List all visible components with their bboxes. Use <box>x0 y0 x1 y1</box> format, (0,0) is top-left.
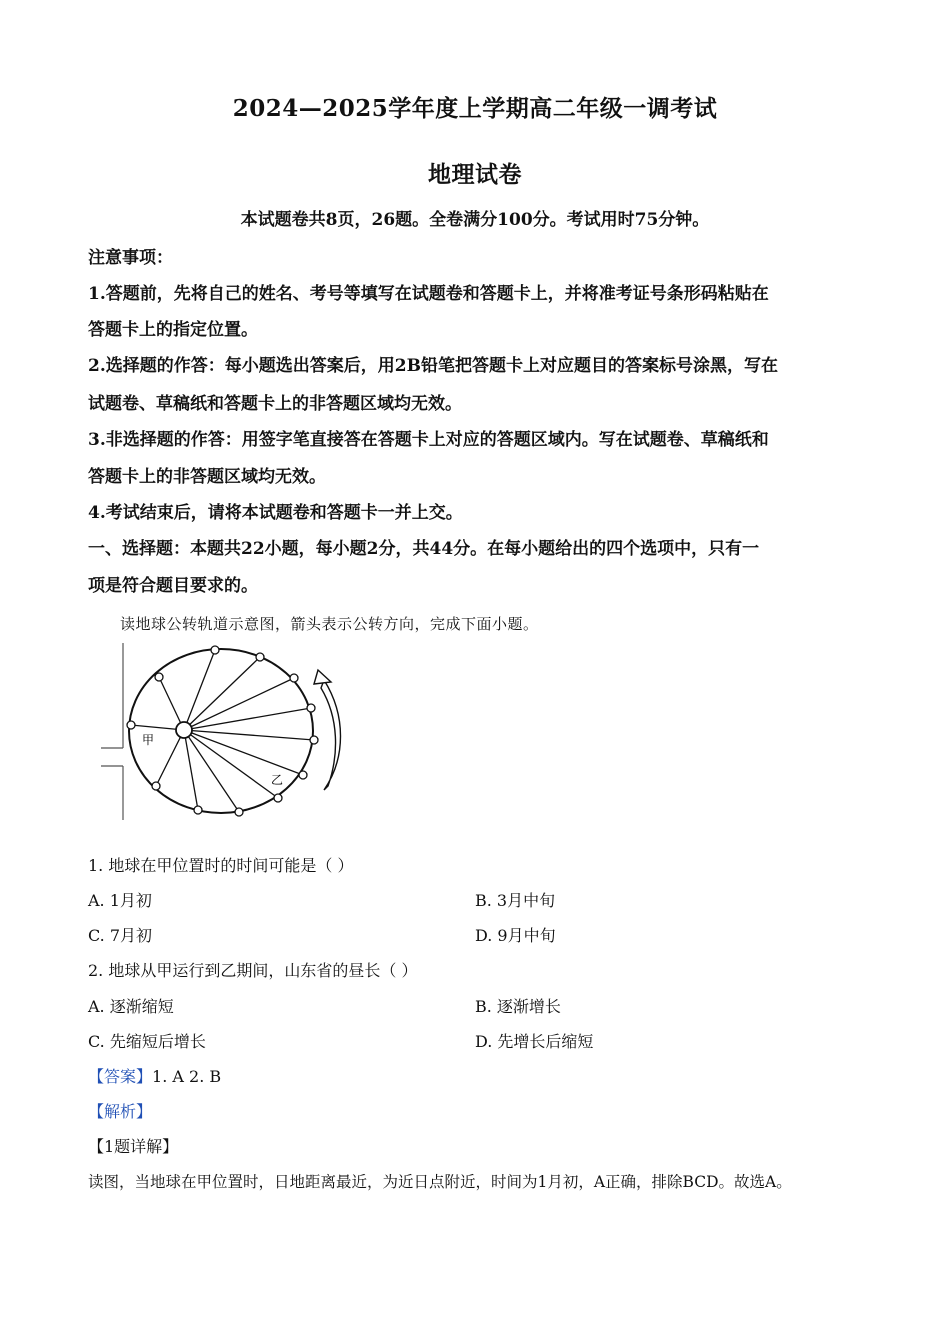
analysis-tag: 【解析】 <box>88 1102 153 1121</box>
earth-position <box>235 808 243 816</box>
answer-line <box>88 1066 221 1088</box>
notice-line: 答题卡上的非答题区域均无效。 <box>88 467 326 487</box>
revolution-arrow-icon <box>321 680 341 790</box>
exam-title: 2024—2025学年度上学期高二年级一调考试 <box>232 95 718 122</box>
earth-position <box>155 673 163 681</box>
option-a: A. 1月初 <box>88 891 152 910</box>
sun-icon <box>176 722 192 738</box>
question-stem: 1. 地球在甲位置时的时间可能是（ ） <box>88 856 354 875</box>
notice-line: 3.非选择题的作答：用签字笔直接答在答题卡上对应的答题区域内。写在试题卷、草稿纸和 <box>88 430 769 450</box>
earth-position <box>290 674 298 682</box>
exam-summary: 本试题卷共8页，26题。全卷满分100分。考试用时75分钟。 <box>240 210 710 230</box>
question-stem: 2. 地球从甲运行到乙期间，山东省的昼长（ ） <box>88 961 418 980</box>
option-a: A. 逐渐缩短 <box>88 997 174 1016</box>
orbit-diagram <box>96 640 356 825</box>
option-b: B. 3月中旬 <box>475 891 556 910</box>
earth-position <box>256 653 264 661</box>
earth-position-yi <box>274 794 282 802</box>
label-jia: 甲 <box>142 733 155 747</box>
option-c: C. 先缩短后增长 <box>88 1032 206 1051</box>
earth-position <box>152 782 160 790</box>
option-d: D. 9月中旬 <box>475 926 556 945</box>
notice-heading: 注意事项： <box>88 248 173 268</box>
earth-position <box>299 771 307 779</box>
earth-positions <box>127 646 318 816</box>
radius-line <box>184 730 239 812</box>
exam-subtitle: 地理试卷 <box>428 161 522 188</box>
notice-line: 试题卷、草稿纸和答题卡上的非答题区域均无效。 <box>88 394 462 414</box>
earth-position <box>307 704 315 712</box>
earth-position <box>194 806 202 814</box>
radius-line <box>184 730 314 740</box>
answer-tag: 【答案】 <box>88 1067 153 1086</box>
radius-line <box>184 730 198 810</box>
arrow-head-icon <box>314 670 331 684</box>
option-d: D. 先增长后缩短 <box>475 1032 594 1051</box>
radius-line <box>184 730 303 775</box>
radius-line <box>184 730 278 798</box>
section-heading-cont: 项是符合题目要求的。 <box>88 576 258 596</box>
notice-line: 4.考试结束后，请将本试题卷和答题卡一并上交。 <box>88 503 463 523</box>
option-c: C. 7月初 <box>88 926 153 945</box>
answer-text: 1. A 2. B <box>152 1067 222 1086</box>
figure-intro: 读地球公转轨道示意图，箭头表示公转方向，完成下面小题。 <box>120 615 539 633</box>
notice-line: 1.答题前，先将自己的姓名、考号等填写在试题卷和答题卡上，并将准考证号条形码粘贴在 <box>88 284 769 304</box>
earth-position-jia <box>127 721 135 729</box>
earth-position <box>310 736 318 744</box>
notice-line: 答题卡上的指定位置。 <box>88 320 258 340</box>
earth-position <box>211 646 219 654</box>
option-b: B. 逐渐增长 <box>475 997 561 1016</box>
analysis-subtag: 【1题详解】 <box>88 1137 179 1156</box>
notice-line: 2.选择题的作答：每小题选出答案后，用2B铅笔把答题卡上对应题目的答案标号涂黑，写在 <box>88 356 778 376</box>
radius-line <box>156 730 184 786</box>
section-heading: 一、选择题：本题共22小题，每小题2分，共44分。在每小题给出的四个选项中，只有一 <box>88 539 760 559</box>
label-yi: 乙 <box>271 773 284 787</box>
analysis-text: 读图，当地球在甲位置时，日地距离最近，为近日点附近，时间为1月初，A正确，排除BCD。故选A。 <box>88 1173 792 1191</box>
